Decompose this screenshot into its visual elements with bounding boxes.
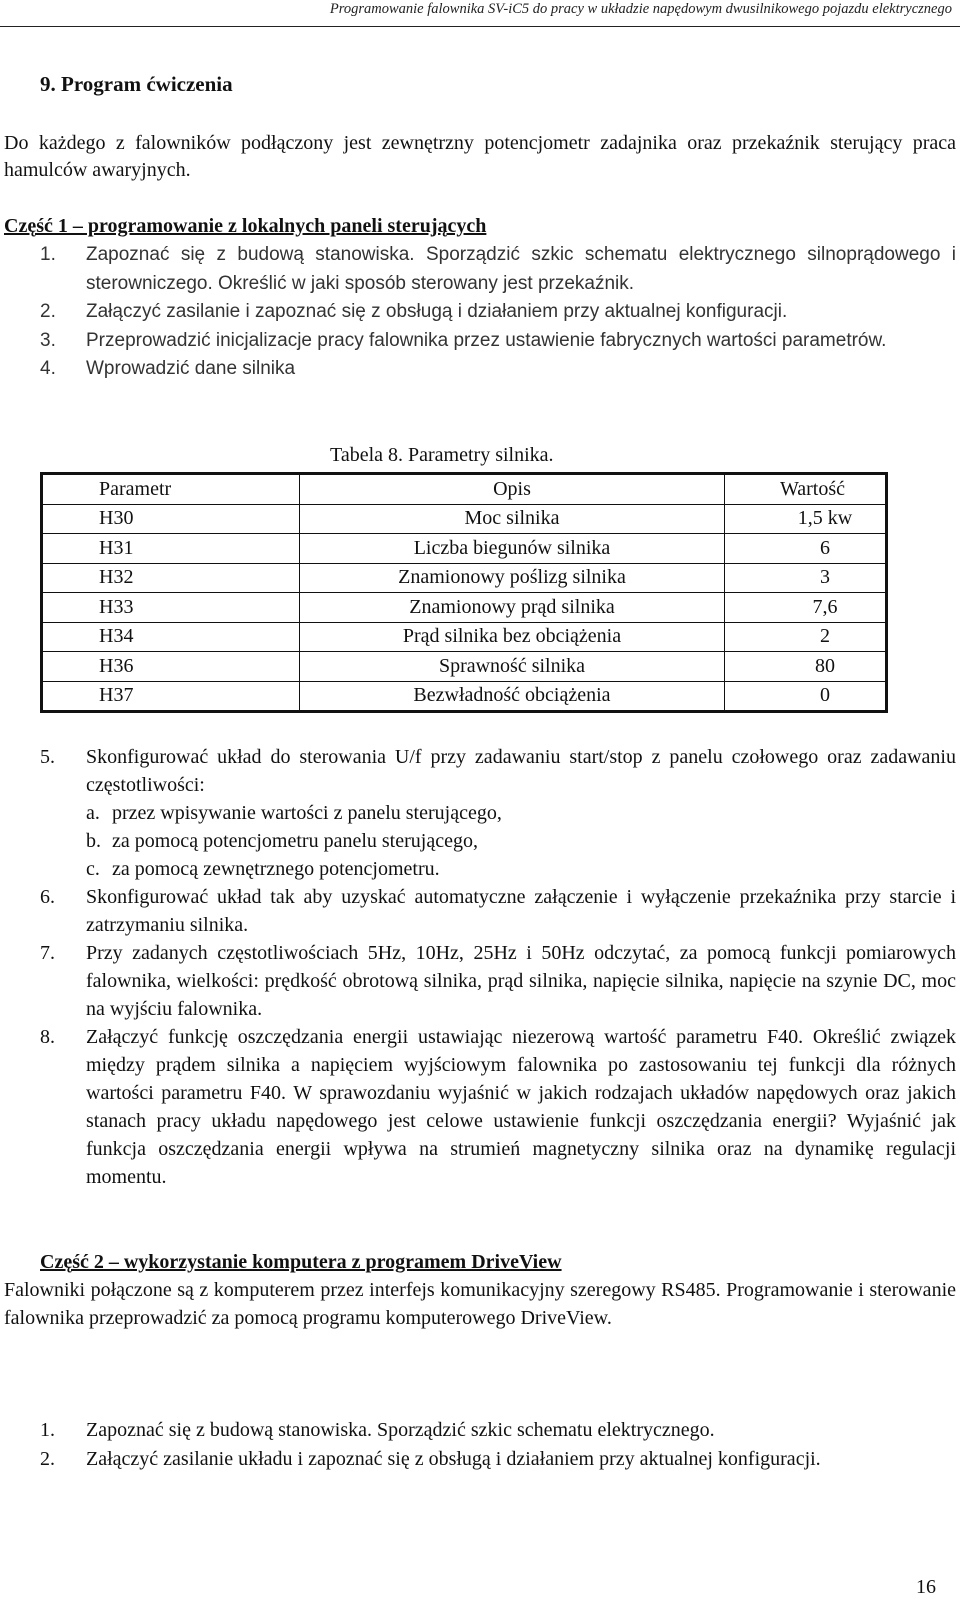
cell-value: 6 — [725, 534, 887, 564]
part2-title: Część 2 – wykorzystanie komputera z programem DriveView — [40, 1251, 562, 1273]
sub-list — [86, 799, 956, 883]
cell-parameter: H34 — [42, 622, 300, 652]
list-item-text: Skonfigurować układ do sterowania U/f przy zadawaniu start/stop z panelu czołowego oraz zadawaniu częstotliwości: — [86, 746, 956, 796]
list-item — [40, 241, 956, 298]
cell-description: Znamionowy poślizg silnika — [300, 563, 725, 593]
list-item-text: Zapoznać się z budową stanowiska. Sporządzić szkic schematu elektrycznego. — [86, 1419, 715, 1441]
list-item-text: Zapoznać się z budową stanowiska. Sporządzić szkic schematu elektrycznego silnoprądowego i sterowniczego. Określić w jaki sposób sterowany jest przekaźnik. — [86, 244, 956, 294]
cell-description: Bezwładność obciążenia — [300, 681, 725, 712]
list-item — [40, 327, 956, 356]
part1-task-list-b — [40, 743, 956, 1191]
list-item-number: 7. — [40, 942, 55, 964]
cell-value: 80 — [725, 652, 887, 682]
list-item-number: 6. — [40, 886, 55, 908]
list-item-text: Załączyć zasilanie i zapoznać się z obsługą i działaniem przy aktualnej konfiguracji. — [86, 301, 788, 323]
sub-list-item — [86, 799, 956, 827]
list-item-number: 4. — [40, 358, 56, 380]
table-row — [42, 563, 887, 593]
column-header-description: Opis — [300, 474, 725, 505]
list-item-text: Skonfigurować układ tak aby uzyskać automatyczne załączenie i wyłączenie przekaźnika przy starcie i zatrzymaniu silnika. — [86, 886, 956, 936]
list-item — [40, 1416, 956, 1445]
sub-list-item-text: za pomocą zewnętrznego potencjometru. — [112, 858, 440, 880]
table-header-row — [42, 474, 887, 505]
list-item — [40, 883, 956, 939]
list-item-text: Wprowadzić dane silnika — [86, 358, 296, 380]
cell-description: Prąd silnika bez obciążenia — [300, 622, 725, 652]
page-number: 16 — [916, 1576, 936, 1598]
table-caption: Tabela 8. Parametry silnika. — [330, 444, 554, 466]
cell-value: 1,5 kw — [725, 504, 887, 534]
sub-list-item — [86, 855, 956, 883]
list-item — [40, 355, 956, 384]
list-item-text: Załączyć funkcję oszczędzania energii ustawiając niezerową wartość parametru F40. Określić związek między prądem silnika a napięciem wyjściowym falownika po zastosowaniu tej funkcji dla różnych wartości parametru F40. W sprawozdaniu wyjaśnić w jakich rodzajach układów napędowych oraz jakich stanach pracy układu napędowego jest celowe ustawienie funkcji oszczędzania energii? Wyjaśnić jak funkcja oszczędzania energii wpływa na strumień magnetyczny silnika oraz na dynamikę regulacji momentu. — [86, 1026, 956, 1188]
cell-value: 0 — [725, 681, 887, 712]
list-item-text: Załączyć zasilanie układu i zapoznać się z obsługą i działaniem przy aktualnej konfiguracji. — [86, 1447, 821, 1470]
list-item — [40, 1445, 956, 1474]
cell-description: Znamionowy prąd silnika — [300, 593, 725, 623]
running-header: Programowanie falownika SV-iC5 do pracy w układzie napędowym dwusilnikowego pojazdu elektrycznego — [329, 1, 952, 17]
table-row — [42, 534, 887, 564]
list-item-number: 8. — [40, 1026, 55, 1048]
table-row — [42, 593, 887, 623]
cell-value: 2 — [725, 622, 887, 652]
part1-title: Część 1 – programowanie z lokalnych paneli sterujących — [4, 215, 487, 237]
sub-list-item-letter: c. — [86, 858, 100, 880]
list-item-number: 5. — [40, 746, 55, 768]
cell-parameter: H33 — [42, 593, 300, 623]
column-header-parameter: Parametr — [42, 474, 300, 505]
sub-list-item — [86, 827, 956, 855]
table-row — [42, 504, 887, 534]
list-item-number: 3. — [40, 329, 56, 351]
sub-list-item-letter: b. — [86, 830, 101, 852]
table-row — [42, 681, 887, 712]
list-item — [40, 298, 956, 327]
part1-task-list-a — [40, 241, 956, 384]
column-header-value: Wartość — [725, 474, 887, 505]
table-row — [42, 622, 887, 652]
list-item — [40, 939, 956, 1023]
sub-list-item-text: za pomocą potencjometru panelu sterującego, — [112, 830, 478, 852]
cell-description: Liczba biegunów silnika — [300, 534, 725, 564]
cell-description: Moc silnika — [300, 504, 725, 534]
list-item-number: 2. — [40, 301, 56, 323]
table-row — [42, 652, 887, 682]
cell-parameter: H30 — [42, 504, 300, 534]
cell-parameter: H36 — [42, 652, 300, 682]
list-item — [40, 1023, 956, 1191]
sub-list-item-text: przez wpisywanie wartości z panelu sterującego, — [112, 802, 502, 824]
cell-parameter: H31 — [42, 534, 300, 564]
cell-parameter: H32 — [42, 563, 300, 593]
list-item-text: Przeprowadzić inicjalizacje pracy falownika przez ustawienie fabrycznych wartości parametrów. — [86, 329, 887, 351]
list-item-number: 1. — [40, 244, 56, 265]
motor-parameters-table — [40, 472, 888, 713]
part2-intro-paragraph: Falowniki połączone są z komputerem przez interfejs komunikacyjny szeregowy RS485. Programowanie i sterowanie falownika przeprowadzić za pomocą programu komputerowego DriveView. — [4, 1279, 956, 1329]
cell-description: Sprawność silnika — [300, 652, 725, 682]
header-rule — [0, 26, 960, 27]
list-item-number: 2. — [40, 1447, 55, 1470]
list-item — [40, 743, 956, 883]
cell-value: 3 — [725, 563, 887, 593]
cell-value: 7,6 — [725, 593, 887, 623]
list-item-text: Przy zadanych częstotliwościach 5Hz, 10Hz, 25Hz i 50Hz odczytać, za pomocą funkcji pomiarowych falownika, wielkości: prędkość obrotową silnika, prąd silnika, napięcie silnika, napięcie na szynie DC, moc na wyjściu falownika. — [86, 942, 956, 1020]
list-item-number: 1. — [40, 1419, 55, 1441]
part2-task-list — [40, 1416, 956, 1473]
sub-list-item-letter: a. — [86, 802, 100, 824]
section-title: 9. Program ćwiczenia — [40, 72, 233, 96]
intro-paragraph: Do każdego z falowników podłączony jest zewnętrzny potencjometr zadajnika oraz przekaźnik sterujący praca hamulców awaryjnych. — [4, 132, 956, 181]
cell-parameter: H37 — [42, 681, 300, 712]
